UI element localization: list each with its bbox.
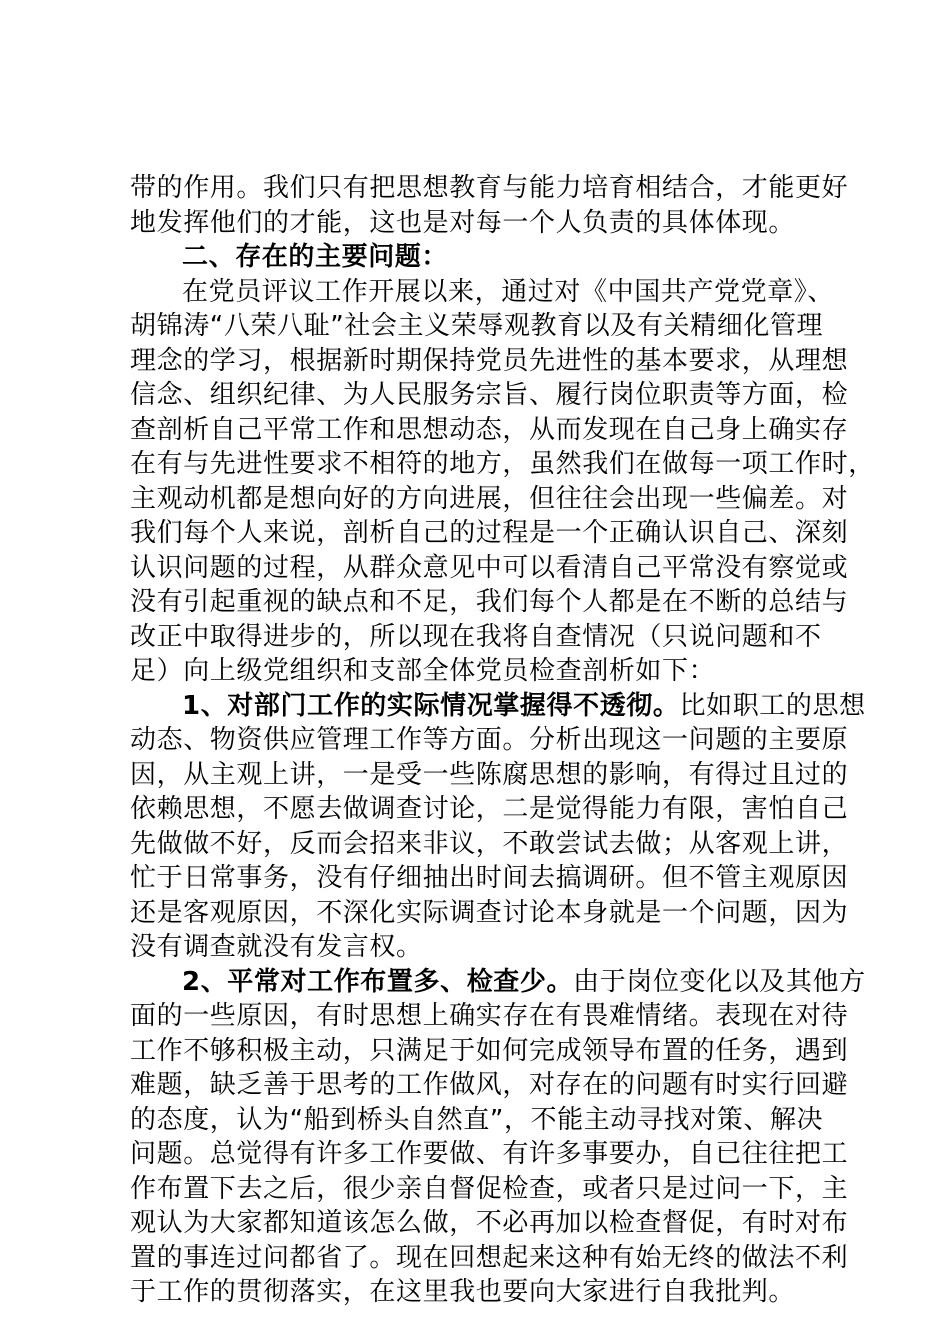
line-text: 查剖析自己平常工作和思想动态，从而发现在自己身上确实存 (130, 414, 849, 445)
line-text: 理念的学习，根据新时期保持党员先进性的基本要求，从理想 (130, 345, 849, 376)
text-line (130, 1103, 830, 1138)
text-line (130, 378, 849, 413)
text-line (130, 965, 866, 1000)
text-line (130, 240, 830, 275)
line-text: 难题，缺乏善于思考的工作做风，对存在的问题有时实行回避 (130, 1070, 849, 1100)
line-text: 信念、组织纪律、为人民服务宗旨、履行岗位职责等方面，检 (130, 380, 849, 410)
line-text: 的态度，认为“船到桥头自然直”，不能主动寻找对策、解决 (130, 1104, 824, 1135)
line-text: 我们每个人来说，剖析自己的过程是一个正确认识自己、深刻 (130, 518, 849, 548)
text-line (130, 1137, 849, 1172)
line-text: 动态、物资供应管理工作等方面。分析出现这一问题的主要原 (130, 725, 849, 755)
line-text: 于工作的贯彻落实，在这里我也要向大家进行自我批判。 (130, 1277, 796, 1307)
text-line (130, 896, 849, 931)
line-text: 带的作用。我们只有把思想教育与能力培育相结合，才能更好 (130, 173, 849, 203)
text-line (130, 827, 849, 862)
text-line (130, 1275, 830, 1310)
text-line (130, 1172, 849, 1207)
line-text: 还是客观原因，不深化实际调查讨论本身就是一个问题，因为 (130, 897, 849, 928)
line-text: 面的一些原因，有时思想上确实存在有畏难情绪。表现在对待 (130, 1001, 849, 1031)
document-body (130, 171, 875, 1310)
text-line (130, 344, 849, 379)
text-line (130, 309, 830, 344)
text-line (130, 551, 849, 586)
line-text: 忙于日常事务，没有仔细抽出时间去搞调研。但不管主观原因 (130, 863, 849, 893)
line-text: 改正中取得进步的，所以现在我将自查情况（只说问题和不 (130, 621, 822, 652)
line-text: 依赖思想，不愿去做调查讨论，二是觉得能力有限，害怕自己 (130, 794, 849, 824)
text-line (130, 654, 830, 689)
bold-heading: 二、存在的主要问题： (182, 242, 449, 272)
text-line (130, 930, 830, 965)
bold-heading: 1、对部门工作的实际情况掌握得不透彻。 (182, 690, 680, 721)
text-line (130, 723, 849, 758)
line-text: 地发挥他们的才能，这也是对每一个人负责的具体体现。 (130, 207, 796, 238)
text-line (130, 861, 849, 896)
line-text: 观认为大家都知道该怎么做，不必再加以检查督促，有时对布 (130, 1208, 849, 1238)
line-text: 先做做不好，反而会招来非议，不敢尝试去做；从客观上讲， (130, 828, 849, 859)
line-text: 没有调查就没有发言权。 (130, 932, 423, 962)
line-text: 工作不够积极主动，只满足于如何完成领导布置的任务，遇到 (130, 1035, 849, 1066)
line-text: 作布置下去之后，很少亲自督促检查，或者只是过问一下，主 (130, 1173, 849, 1204)
text-line (130, 275, 835, 310)
text-line (130, 689, 866, 724)
text-line (130, 413, 849, 448)
line-text: 由于岗位变化以及其他方 (573, 966, 866, 997)
line-text: 比如职工的思想 (679, 690, 866, 721)
line-text: 胡锦涛“八荣八耻”社会主义荣辱观教育以及有关精细化管理 (130, 311, 824, 341)
text-line (130, 1206, 849, 1241)
line-text: 在有与先进性要求不相符的地方，虽然我们在做每一项工作时， (130, 449, 875, 479)
text-line (130, 792, 849, 827)
text-line (130, 585, 849, 620)
text-line (130, 999, 849, 1034)
line-text: 置的事连过问都省了。现在回想起来这种有始无终的做法不利 (130, 1242, 849, 1273)
text-line (130, 516, 849, 551)
line-text: 主观动机都是想向好的方向进展，但往往会出现一些偏差。对 (130, 483, 849, 514)
text-line (130, 1241, 849, 1276)
line-text: 没有引起重视的缺点和不足，我们每个人都是在不断的总结与 (130, 587, 849, 617)
text-line (130, 1068, 849, 1103)
line-text: 因，从主观上讲，一是受一些陈腐思想的影响，有得过且过的 (130, 759, 849, 790)
text-line (130, 1034, 849, 1069)
line-text: 认识问题的过程，从群众意见中可以看清自己平常没有察觉或 (130, 552, 849, 583)
line-text: 足）向上级党组织和支部全体党员检查剖析如下： (130, 656, 716, 686)
line-text: 问题。总觉得有许多工作要做、有许多事要办，自已往往把工 (130, 1139, 849, 1169)
text-line (130, 482, 849, 517)
text-line (130, 758, 849, 793)
text-line (130, 620, 830, 655)
line-text: 在党员评议工作开展以来，通过对《中国共产党党章》、 (182, 276, 835, 307)
text-line (130, 447, 875, 482)
text-line (130, 171, 849, 206)
text-line (130, 206, 830, 241)
bold-heading: 2、平常对工作布置多、检查少。 (182, 966, 574, 997)
